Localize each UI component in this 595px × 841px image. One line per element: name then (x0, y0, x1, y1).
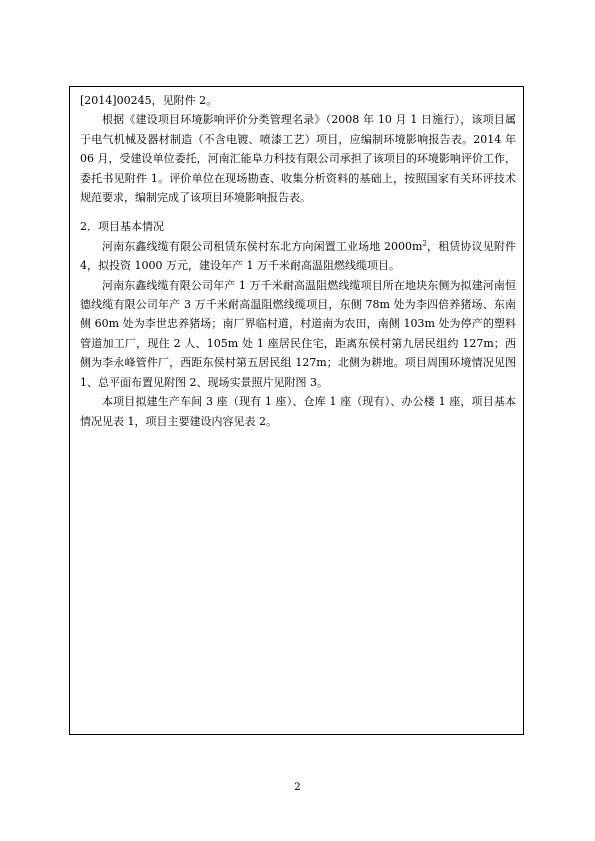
page-number: 2 (294, 781, 301, 793)
site-lease-text-a: 河南东鑫线缆有限公司租赁东侯村东北方向闲置工业场地 2000m (102, 239, 423, 253)
area-unit-superscript: 2 (422, 239, 427, 248)
paragraph-surroundings: 河南东鑫线缆有限公司年产 1 万千米耐高温阻燃线缆项目所在地块东侧为拟建河南恒德线缆有限公司年产 3 万千米耐高温阻燃线缆项目，东侧 78m 处为李四倍养猪场、东南侧 60m 处为李世忠养猪场；南厂界临村道，村道南为农田，南侧 103m 处为停产的塑料管道加工厂，现住 2 人、105m 处 1 座居民住宅，距离东侯村第九居民组约 127m；西侧为李永峰管件厂，西距东侯村第五居民组 127m；北侧为耕地。项目周围环境情况见图 1、总平面布置见附图 2、现场实景照片见附图 3。 (80, 278, 516, 389)
paragraph-site-lease (80, 237, 516, 276)
paragraph-construction: 本项目拟建生产车间 3 座（现有 1 座）、仓库 1 座（现有）、办公楼 1 座，项目基本情况见表 1，项目主要建设内容见表 2。 (80, 395, 516, 428)
site-lease-text-b: ，租赁协议见附件 4，拟投资 1000 万元，建设年产 1 万千米耐高温阻燃线缆项目。 (80, 239, 517, 273)
paragraph-approval-ref: [2014]00245，见附件 2。 (80, 94, 218, 107)
paragraph-eia-background: 根据《建设项目环境影响评价分类管理名录》（2008 年 10 月 1 日施行），该项目属于电气机械及器材制造（不含电镀、喷漆工艺）项目，应编制环境影响报告表。2014 年 06 月，受建设单位委托，河南汇能阜力科技有限公司承担了该项目的环境影响评价工作，委托书见附件 1。评价单位在现场勘查、收集分析资料的基础上，按照国家有关环评技术规范要求，编制完成了该项目环境影响报告表。 (80, 113, 516, 205)
document-body (80, 91, 516, 431)
section-title: 2．项目基本情况 (80, 220, 164, 234)
